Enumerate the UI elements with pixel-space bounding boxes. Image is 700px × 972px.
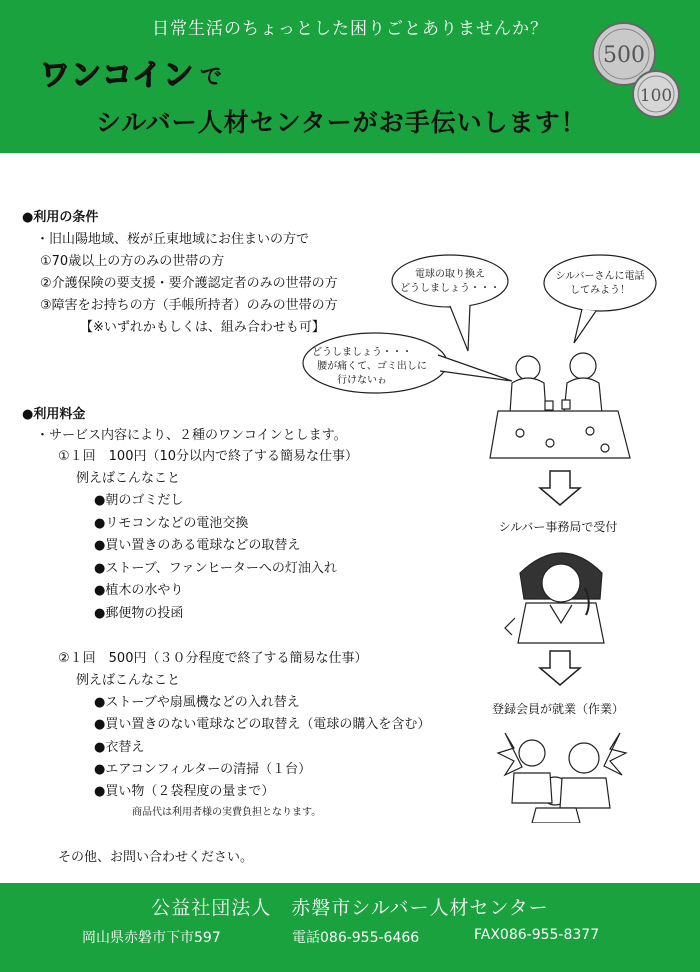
tier2-heading: ②１回 500円（３０分程度で終了する簡易な仕事）: [58, 651, 368, 666]
tier1-item: ●ストーブ、ファンヒーターへの灯油入れ: [94, 561, 337, 576]
other-inquiries: その他、お問い合わせください。: [58, 850, 254, 865]
address: 岡山県赤磐市下市597: [82, 930, 221, 946]
speech-bubble-call: [544, 255, 656, 343]
tagline: 日常生活のちょっとした困りごとありませんか？: [152, 19, 548, 39]
condition-item-1: ①70歳以上の方のみの世帯の方: [40, 254, 225, 269]
arrow-down-icon: [540, 471, 580, 505]
headline-de: で: [200, 65, 223, 90]
headline-main: シルバー人材センターがお手伝いします！: [96, 108, 587, 137]
tier1-heading: ①１回 100円（10分以内で終了する簡易な仕事）: [58, 449, 359, 464]
fees-title: ●利用料金: [22, 407, 86, 422]
speech-bubble-back-pain: [303, 333, 512, 393]
conditions-title: ●利用の条件: [22, 210, 99, 225]
phone-number: 電話086-955-6466: [292, 930, 420, 946]
coin-500-label: 500: [603, 43, 645, 68]
tier2-item: ●買い物（２袋程度の量まで）: [94, 784, 275, 799]
bubble2-line2: してみよう！: [570, 285, 630, 296]
tier2-footnote: 商品代は利用者様の実費負担となります。: [132, 807, 322, 818]
bubble1-line1: 電球の取り換え: [415, 269, 485, 280]
arrow-down-icon: [540, 651, 580, 685]
fees-intro: ・サービス内容により、２種のワンコインとします。: [36, 428, 347, 443]
tier2-example-label: 例えばこんなこと: [76, 673, 181, 688]
conditions-area: ・旧山陽地域、桜が丘東地域にお住まいの方で: [36, 232, 310, 247]
tier1-item: ●買い置きのある電球などの取替え: [94, 538, 301, 553]
content-area: [0, 153, 700, 883]
tier2-item: ●エアコンフィルターの清掃（１台）: [94, 762, 312, 777]
elderly-couple-icon: [490, 353, 630, 458]
bubble3-line2: 腰が痛くて、ゴミ出しに: [317, 361, 427, 372]
fax-number: FAX086-955-8377: [474, 927, 600, 943]
bubble3-line1: どうしましょう・・・: [312, 347, 412, 358]
headline-one-coin: ワンコイン: [40, 58, 195, 93]
bubble2-line1: シルバーさんに電話: [555, 271, 645, 282]
coin-100-label: 100: [639, 86, 673, 106]
tier2-item: ●衣替え: [94, 740, 145, 755]
bubble3-line3: 行けないゎ: [337, 375, 387, 386]
tier1-item: ●朝のゴミだし: [94, 493, 184, 508]
tier2-item: ●ストーブや扇風機などの入れ替え: [94, 695, 300, 710]
condition-item-3: ③障害をお持ちの方（手帳所持者）のみの世帯の方: [40, 298, 338, 313]
organization-name: 公益社団法人 赤磐市シルバー人材センター: [151, 897, 549, 919]
tier1-example-label: 例えばこんなこと: [76, 471, 181, 486]
silver-workers-icon: [498, 733, 626, 823]
tier1-item: ●植木の水やり: [94, 583, 184, 598]
footer-banner: [0, 883, 700, 972]
header-banner: [0, 0, 700, 153]
conditions-note: 【※いずれかもしくは、組み合わせも可】: [80, 320, 325, 335]
bubble1-line2: どうしましょう・・・: [400, 283, 500, 294]
tier1-item: ●郵便物の投函: [94, 606, 184, 621]
flow-step-work: 登録会員が就業（作業）: [491, 702, 625, 716]
condition-item-2: ②介護保険の要支援・要介護認定者のみの世帯の方: [40, 276, 338, 291]
coins-illustration: [590, 20, 690, 120]
tier2-item: ●買い置きのない電球などの取替え（電球の購入を含む）: [94, 717, 431, 732]
tier1-item: ●リモコンなどの電池交換: [94, 516, 249, 531]
receptionist-icon: [505, 553, 604, 643]
flow-step-reception: シルバー事務局で受付: [498, 520, 618, 534]
service-flow-illustration: [300, 243, 680, 823]
